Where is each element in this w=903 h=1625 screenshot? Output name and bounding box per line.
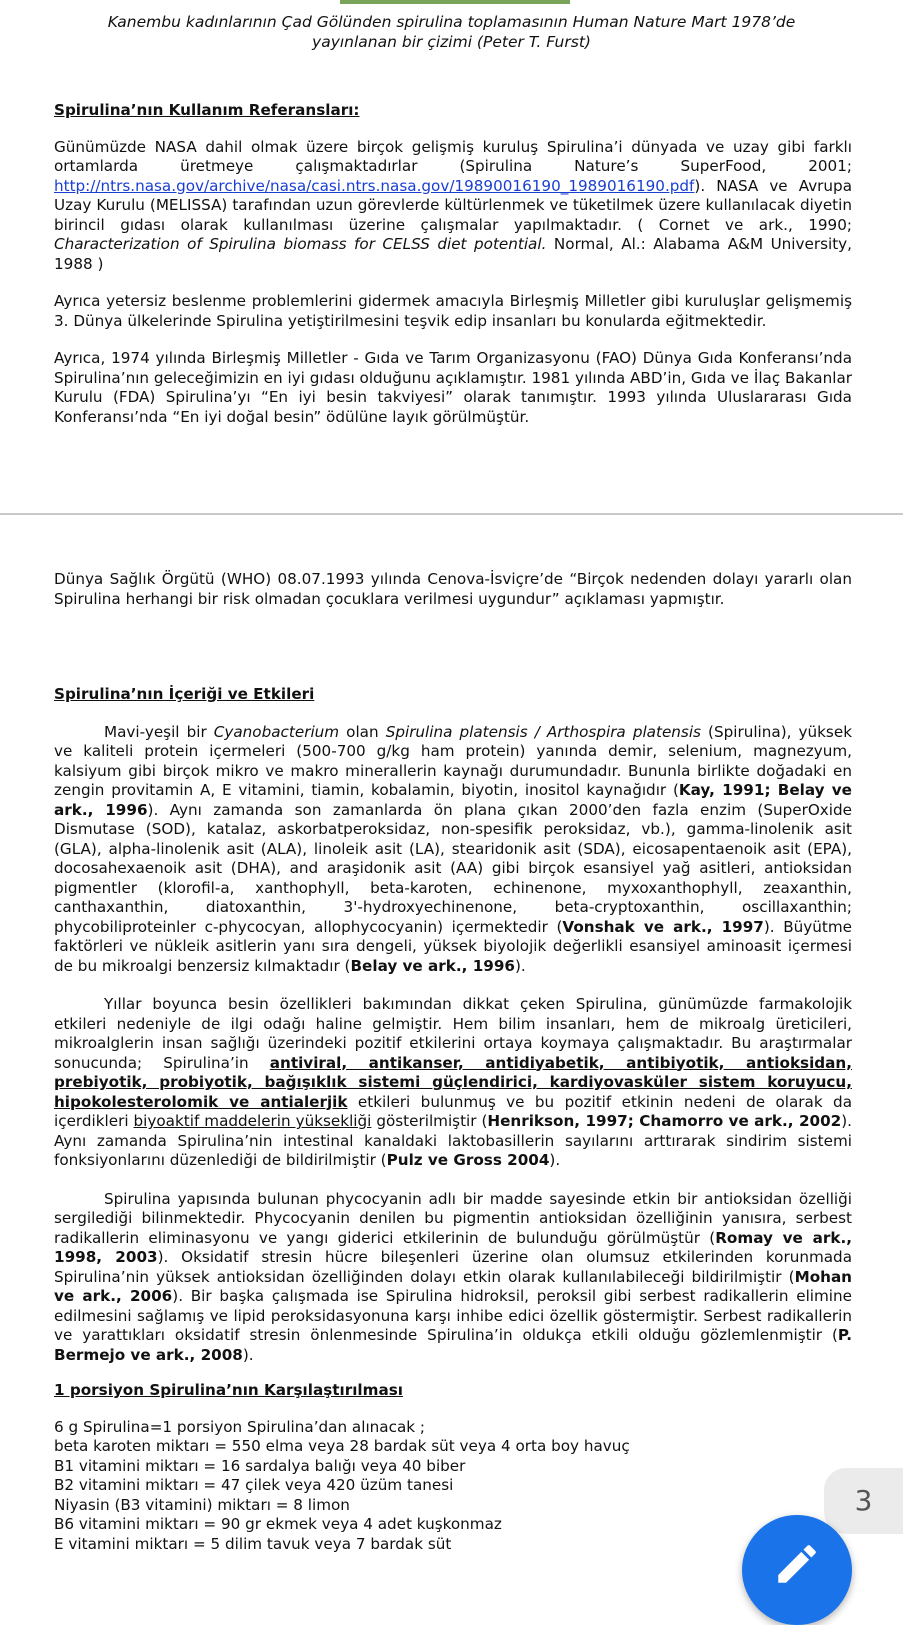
text-run: Yıllar boyunca besin özellikleri bakımından dikkat çeken Spirulina, günümüzde farmakolojik etkileri nedeniyle de ilgi odağı haline gelmiştir. Hem bilim insanları, hem de mikroalg üreticileri, mikroalglerin insan sağlığı üzerindeki pozitif etkilerini ortaya koymaya çalışmaktadır. Bu araştırmalar sonucunda; Spirulina’in	[54, 995, 852, 1072]
italic-run: Spirulina platensis / Arthospira platensis	[385, 722, 701, 741]
image-caption	[40, 12, 863, 52]
nasa-link[interactable]: http://ntrs.nasa.gov/archive/nasa/casi.ntrs.nasa.gov/19890016190_1989016190.pdf	[54, 176, 695, 195]
comparison-line: B1 vitamini miktarı = 16 sardalya balığı veya 40 biber	[54, 1456, 466, 1475]
top-image-edge	[340, 0, 570, 4]
content-paragraph-3	[54, 1190, 852, 1366]
usage-paragraph-3: Ayrıca, 1974 yılında Birleşmiş Milletler - Gıda ve Tarım Organizasyonu (FAO) Dünya Gıda Konferansı’nda Spirulina’nın geleceğimizin en iyi gıdası olduğunu açıklamıştır. 1981 yılında ABD’in, Gıda ve İlaç Bakanlar Kurulu (FDA) Spirulina’yı “En iyi besin takviyesi” olarak tanımıştır. 1993 yılında Uluslararası Gıda Konferansı’nda “En iyi doğal besin” ödülüne layık görülmüştür.	[54, 349, 852, 426]
comparison-heading: 1 porsiyon Spirulina’nın Karşılaştırılması	[54, 1381, 403, 1399]
citation: Belay ve ark., 1996	[350, 956, 515, 975]
text-run: olan	[339, 722, 386, 741]
usage-heading: Spirulina’nın Kullanım Referansları:	[54, 101, 360, 119]
text-run: (Spirulina), yüksek ve kaliteli protein içermeleri (500-700 g/kg ham protein) yanında demir, selenium, magnezyum, kalsiyum gibi birçok mikro ve makro minerallerin kaynağı durumundadır. Bununla birlikte doğadaki en zengin provitamin A, E vitamini, tiamin, kobalamin, biyotin, inositol kaynağıdır (	[54, 722, 852, 799]
text-run: ).	[549, 1151, 561, 1169]
caption-line-1: Kanembu kadınlarının Çad Gölünden spirulina toplamasının Human Nature Mart 1978’de	[107, 13, 796, 31]
comparison-line: E vitamini miktarı = 5 dilim tavuk veya 7 bardak süt	[54, 1534, 452, 1553]
text-run: Spirulina yapısında bulunan phycocyanin adlı bir madde sayesinde etkin bir antioksidan özelliği sergilediği bilinmektedir. Phycocyanin denilen bu pigmentin antioksidan özelliğinin yanısıra, serbest radikallerin eliminasyonu ve yangı giderici etkilerinin de bulunduğu görülmüştür (	[54, 1189, 852, 1247]
comparison-line: B2 vitamini miktarı = 47 çilek veya 420 üzüm tanesi	[54, 1476, 454, 1494]
text-run: ). Aynı zamanda son zamanlarda ön plana çıkan 2000’den fazla enzim (SuperOxide Dismutase (SOD), katalaz, askorbatperoksidaz, non-spesifik peroksidaz, vb.), gamma-linolenik asit (GLA), alpha-linolenik asit (ALA), linoleik asit (LA), stearidonik asit (SDA), eicosapentaenoik asit (EPA), docosahexaenoik asit (DHA), and araşidonik asit (AA) gibi birçok esansiyel yağ asitleri, antioksidan pigmentler (klorofil-a, xanthophyll, beta-karoten, echinenone, myxoxanthophyll, zeaxanthin, canthaxanthin, diatoxanthin, 3'-hydroxyechinenone, beta-cryptoxanthin, oscillaxanthin; phycobiliproteinler c-phycocyan, allophycocyanin) içermektedir (	[54, 800, 852, 936]
text-run: ). Büyütme faktörleri ve nükleik asitlerin yanı sıra dengeli, yüksek biyolojik değerlikli esansiyel aminoasit içermesi de bu mikroalgi benzersiz kılmaktadır (	[54, 917, 852, 975]
text-run: gösterilmiştir (	[371, 1112, 488, 1130]
text-run: ).	[514, 956, 526, 975]
citation: Vonshak ve ark., 1997	[562, 917, 764, 936]
citation: P. Bermejo ve ark., 2008	[54, 1326, 852, 1364]
text-run: ). Oksidatif stresin hücre bileşenleri üzerine olan olumsuz etkilerinden korunmada Spirulina’nin yüksek antioksidan özelliğinden dolayı etkin olarak kullanılabileceği bildirilmiştir (	[54, 1248, 852, 1286]
italic-run: Cyanobacterium	[213, 722, 340, 741]
usage-p1-text-c: Normal, Al.: Alabama A&M University, 1988 )	[54, 235, 853, 273]
comparison-line: 6 g Spirulina=1 porsiyon Spirulina’dan alınacak ;	[54, 1417, 426, 1436]
citation: Mohan ve ark., 2006	[54, 1267, 852, 1305]
comparison-line: B6 vitamini miktarı = 90 gr ekmek veya 4 adet kuşkonmaz	[54, 1515, 502, 1533]
underlined-run: biyoaktif maddelerin yüksekliği	[133, 1112, 372, 1130]
text-run: ).	[242, 1345, 254, 1364]
usage-p1-text-a: Günümüzde NASA dahil olmak üzere birçok gelişmiş kuruluş Spirulina’i dünyada ve uzay gibi farklı ortamlarda üretmeye çalışmaktadırlar (Spirulina Nature’s SuperFood, 2001;	[54, 137, 852, 175]
usage-paragraph-2: Ayrıca yetersiz beslenme problemlerini gidermek amacıyla Birleşmiş Milletler gibi kuruluşlar gelişmemiş 3. Dünya ülkelerinde Spirulina yetiştirilmesini teşvik edip insanları bu konularda eğitmektedir.	[54, 292, 852, 330]
edit-fab-button[interactable]	[742, 1515, 852, 1625]
citation: Henrikson, 1997; Chamorro ve ark., 2002	[487, 1112, 842, 1130]
page-divider	[0, 513, 903, 515]
content-heading: Spirulina’nın İçeriği ve Etkileri	[54, 685, 315, 703]
text-run: Mavi-yeşil bir	[104, 722, 214, 741]
usage-section	[54, 101, 852, 427]
text-run: ). Aynı zamanda Spirulina’nin intestinal kanaldaki laktobasillerin sayılarını arttırarak sindirim sistemi fonksiyonlarını düzenlediği de bildirilmiştir (	[54, 1112, 852, 1169]
text-run: etkileri bulunmuş ve bu pozitif etkinin nedeni de olarak da içerdikleri	[54, 1092, 852, 1130]
pencil-icon	[772, 1539, 822, 1589]
content-paragraph-1	[54, 723, 852, 977]
content-section	[54, 685, 852, 1554]
caption-line-2: yayınlanan bir çizimi (Peter T. Furst)	[312, 33, 591, 51]
citation: Kay, 1991; Belay ve ark., 1996	[54, 781, 852, 819]
citation: Romay ve ark., 1998, 2003	[54, 1228, 852, 1266]
effects-list: antiviral, antikanser, antidiyabetik, antibiyotik, antioksidan, prebiyotik, probiyotik, bağışıklık sistemi güçlendirici, kardiyovasküler sistem koruyucu, hipokolesterolomik ve antialerjik	[54, 1053, 852, 1111]
comparison-line: beta karoten miktarı = 550 elma veya 28 bardak süt veya 4 orta boy havuç	[54, 1437, 630, 1455]
text-run: ). Bir başka çalışmada ise Spirulina hidroksil, peroksil gibi serbest radikallerin elimine edilmesini sağlamış ve lipid peroksidasyonuna karşı inhibe edici özellik göstermiştir. Serbest radikallerin ve yarattıkları oksidatif stresin önlenmesinde Spirulina’in oldukça etkili olduğu gözlemlenmiştir (	[54, 1287, 852, 1344]
usage-p1-text-b: ). NASA ve Avrupa Uzay Kurulu (MELISSA) tarafından uzun görevlerde kültürlenmek ve tüketilmek üzere kullanılacak diyetin birincil gıdası olarak kullanılması üzerine çalışmalar yapılmaktadır. ( Cornet ve ark., 1990;	[54, 176, 852, 234]
comparison-list	[54, 1418, 852, 1555]
citation: Pulz ve Gross 2004	[386, 1151, 550, 1169]
usage-paragraph-1	[54, 138, 852, 275]
usage-p1-italic: Characterization of Spirulina biomass for CELSS diet potential.	[54, 235, 547, 253]
who-section	[54, 570, 852, 609]
content-paragraph-2	[54, 995, 852, 1171]
comparison-line: Niyasin (B3 vitamini) miktarı = 8 limon	[54, 1495, 350, 1514]
page-number-badge: 3	[824, 1468, 903, 1534]
who-paragraph: Dünya Sağlık Örgütü (WHO) 08.07.1993 yılında Cenova-İsviçre’de “Birçok nedenden dolayı yararlı olan Spirulina herhangi bir risk olmadan çocuklara verilmesi uygundur” açıklaması yapmıştır.	[54, 570, 852, 608]
